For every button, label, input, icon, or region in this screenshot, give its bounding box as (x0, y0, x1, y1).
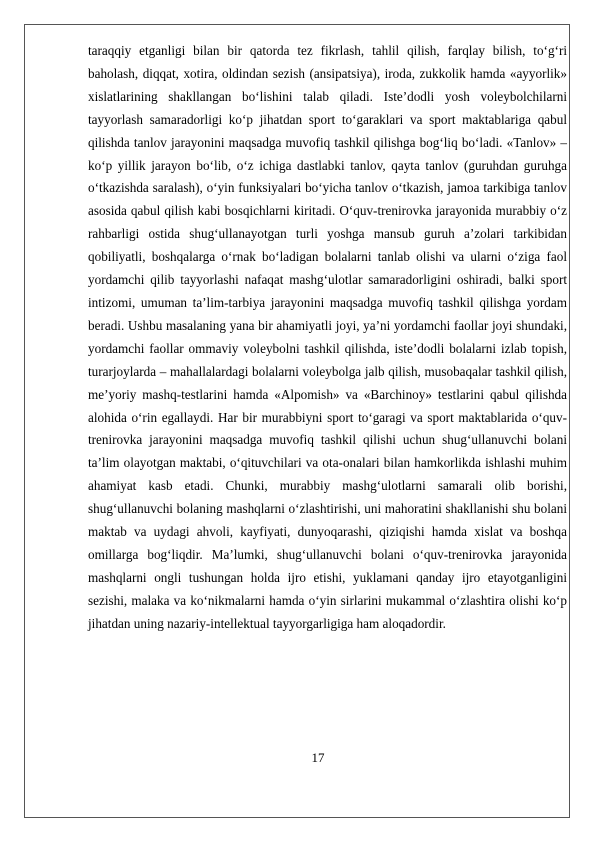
page-number: 17 (311, 750, 325, 765)
body-paragraph: taraqqiy etganligi bilan bir qatorda tez fikrlash, tahlil qilish, farqlay bilish, to‘g‘ri baholash, diqqat, xotira, oldindan sezish (ansipatsiya), iroda, zukkolik hamda «ayyorlik» xislatlarining shakllangan bo‘lishini talab qiladi. Iste’dodli yosh voleybolchilarni tayyorlash samaradorligi ko‘p jihatdan sport to‘garaklari va sport maktablariga qabul qilishda tanlov jarayonini maqsadga muvofiq tashkil qilishga bog‘liq bo‘ladi. «Tanlov» – ko‘p yillik jarayon bo‘lib, o‘z ichiga dastlabki tanlov, qayta tanlov (guruhdan guruhga o‘tkazishda saralash), o‘yin funksiyalari bo‘yicha tanlov o‘tkazish, jamoa tarkibiga tanlov asosida qabul qilish kabi bosqichlarni kiritadi. O‘quv-trenirovka jarayonida murabbiy o‘z rahbarligi ostida shug‘ullanayotgan turli yoshga mansub guruh a’zolari tarkibidan qobiliyatli, boshqalarga o‘rnak bo‘ladigan bolalarni tanlab olishi va ularni o‘ziga faol yordamchi qilib tayyorlashi nafaqat mashg‘ulotlar samaradorligini oshiradi, balki sport intizomi, umuman ta’lim-tarbiya jarayonini maqsadga muvofiq tashkil qilishga yordam beradi. Ushbu masalaning yana bir ahamiyatli joyi, ya’ni yordamchi faollar joyi shundaki, yordamchi faollar ommaviy voleybolni tashkil qilishda, iste’dodli bolalarni izlab topish, turarjoylarda – mahallalardagi bolalarni voleybolga jalb qilish, musobaqalar tashkil qilish, me’yoriy mashq-testlarini hamda «Alpomish» va «Barchinoy» testlarini qabul qilishda alohida o‘rin egallaydi. Har bir murabbiyni sport to‘garagi va sport maktablarida o‘quv-trenirovka jarayonini maqsadga muvofiq tashkil qilishi uchun shug‘ullanuvchi bolani ta’lim olayotgan maktabi, o‘qituvchilari va ota-onalari bilan hamkorlikda ishlashi muhim ahamiyat kasb etadi. Chunki, murabbiy mashg‘ulotlarni samarali olib borishi, shug‘ullanuvchi bolaning mashqlarni o‘zlashtirishi, uni mahoratini shakllanishi shu bolani maktab va uydagi ahvoli, kayfiyati, dunyoqarashi, qiziqishi hamda xislat va boshqa omillarga bog‘liqdir. Ma’lumki, shug‘ullanuvchi bolani o‘quv-trenirovka jarayonida mashqlarni ongli tushungan holda ijro etishi, yuklamani qanday ijro etayotganligini sezishi, malaka va ko‘nikmalarni hamda o‘yin sirlarini mukammal o‘zlashtira olishi ko‘p jihatdan uning nazariy-intellektual tayyorgarligiga ham aloqadordir. (88, 43, 567, 631)
